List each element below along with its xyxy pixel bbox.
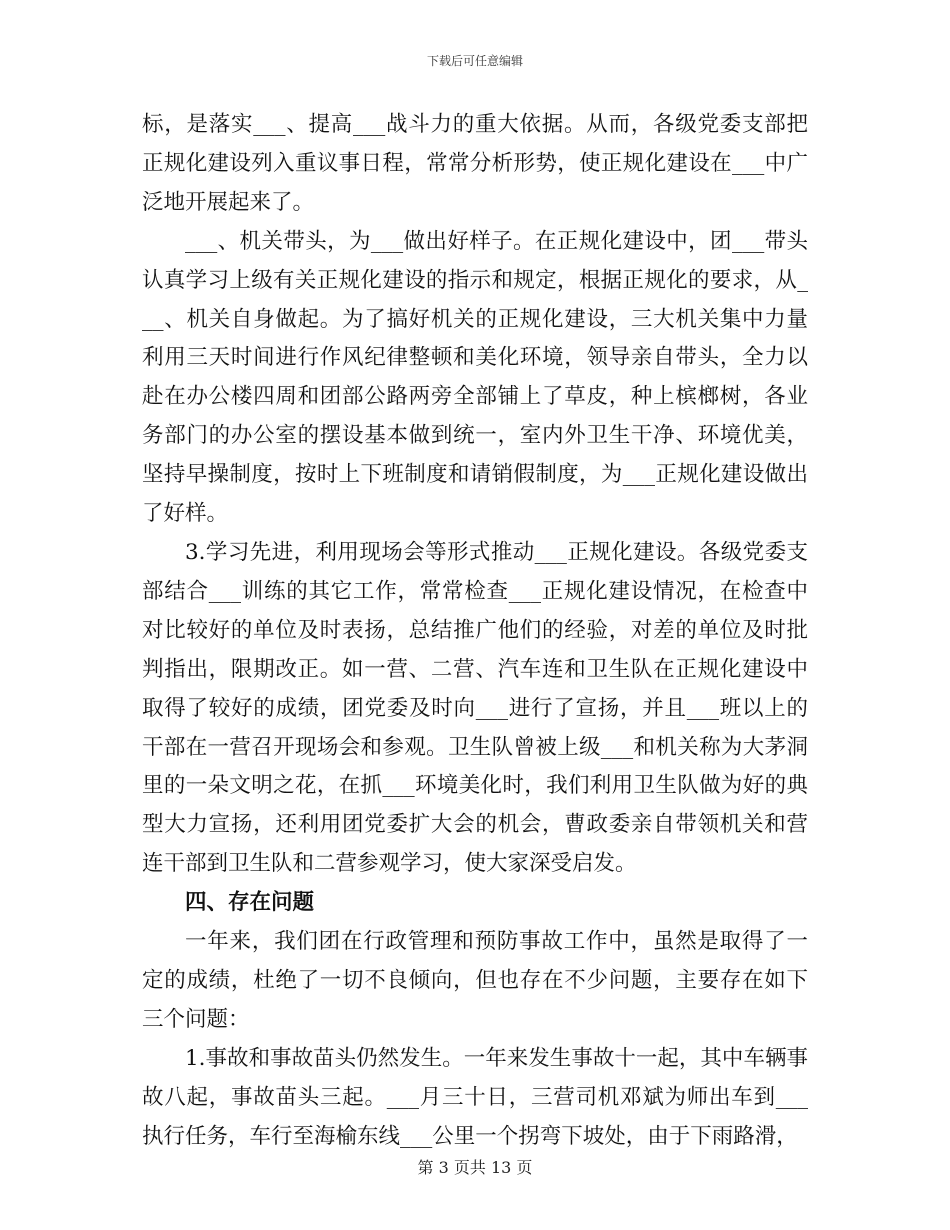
page-footer: 第 3 页共 13 页	[417, 1158, 533, 1177]
paragraph-learn-advanced: 3.学习先进，利用现场会等形式推动___正规化建设。各级党委支部结合___训练的其它工作，常常检查___正规化建设情况，在检查中对比较好的单位及时表扬，总结推广他们的经验，对差的单位及时批判指出，限期改正。如一营、二营、汽车连和卫生队在正规化建设中取得了较好的成绩，团党委及时向___进行了宣扬，并且___班以上的干部在一营召开现场会和参观。卫生队曾被上级___和机关称为大茅洞里的一朵文明之花，在抓___环境美化时，我们利用卫生队做为好的典型大力宣扬，还利用团党委扩大会的机会，曹政委亲自带领机关和营连干部到卫生队和二营参观学习，使大家深受启发。	[142, 539, 808, 877]
paragraph-continued: 标，是落实___、提高___战斗力的重大依据。从而，各级党委支部把正规化建设列入重议事日程，常常分析形势，使正规化建设在___中广泛地开展起来了。	[142, 112, 808, 215]
section-heading-problems: 四、存在问题	[185, 890, 315, 916]
paragraph-problem-1: 1.事故和事故苗头仍然发生。一年来发生事故十一起，其中车辆事故八起，事故苗头三起。___月三十日，三营司机邓斌为师出车到___执行任务，车行至海榆东线___公里一个拐弯下坡处，由于下雨路滑，	[142, 1045, 808, 1149]
paragraph-problems-intro: 一年来，我们团在行政管理和预防事故工作中，虽然是取得了一定的成绩，杜绝了一切不良倾向，但也存在不少问题，主要存在如下三个问题：	[142, 929, 808, 1032]
page-header: 下载后可任意编辑	[426, 54, 523, 68]
document-body	[142, 106, 808, 1156]
paragraph-leadership: ___、机关带头，为___做出好样子。在正规化建设中，团___带头认真学习上级有关正规化建设的指示和规定，根据正规化的要求，从___、机关自身做起。为了搞好机关的正规化建设，三大机关集中力量利用三天时间进行作风纪律整顿和美化环境，领导亲自带头，全力以赴在办公楼四周和团部公路两旁全部铺上了草皮，种上槟榔树，各业务部门的办公室的摆设基本做到统一，室内外卫生干净、环境优美，坚持早操制度，按时上下班制度和请销假制度，为___正规化建设做出了好样。	[142, 228, 808, 527]
